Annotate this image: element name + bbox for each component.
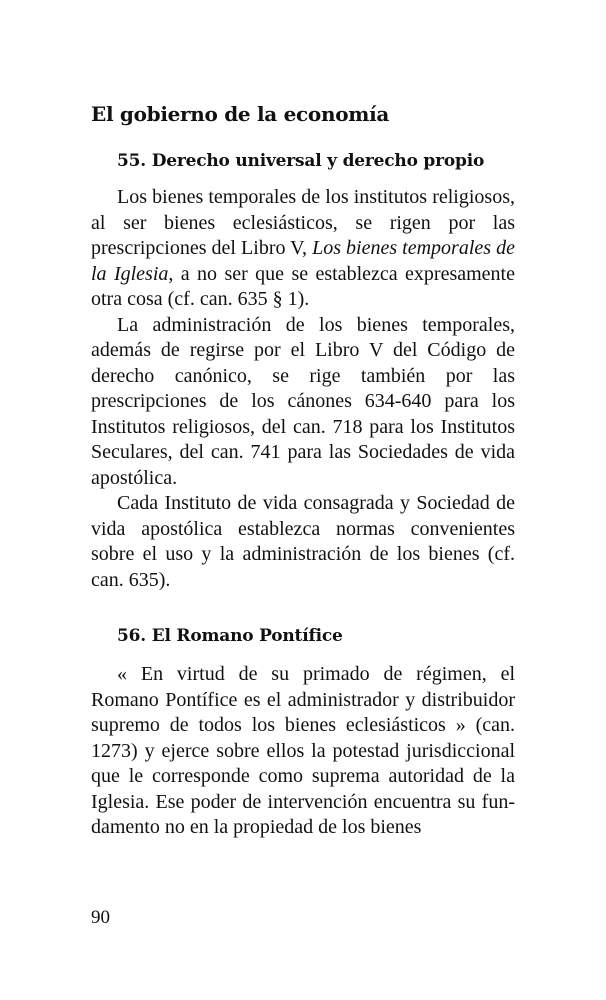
paragraph-55-1	[91, 185, 515, 313]
paragraph-55-2: La administración de los bienes temporales, además de regirse por el Libro V del Código de derecho canónico, se rige también por las prescripciones de los cánones 634-640 para los Institutos religiosos, del can. 718 para los Institutos Seculares, del can. 741 para las Sociedades de vida apostólica.	[91, 313, 515, 489]
chapter-title: El gobierno de la economía	[91, 102, 390, 126]
paragraph-55-1-text-a: Los bienes temporales de los institutos religiosos, al ser bienes eclesiásticos, se rigen por las prescripciones del Libro V,	[91, 186, 515, 259]
section-heading-56: 56. El Romano Pontífice	[117, 626, 343, 646]
page-number: 90	[91, 907, 110, 928]
paragraph-55-1-italic-title: Los bienes temporales de la Iglesia	[91, 237, 515, 285]
paragraph-55-3: Cada Instituto de vida consagrada y Sociedad de vida apostólica establezca normas convenientes sobre el uso y la administración de los bienes (cf. can. 635).	[91, 492, 515, 591]
page-body	[91, 100, 515, 841]
section-heading-55: 55. Derecho universal y derecho propio	[117, 151, 485, 171]
paragraph-56-1: « En virtud de su primado de régimen, el Romano Pontífice es el administrador y distribuidor supremo de todos los bienes eclesiásticos » (can. 1273) y ejerce sobre ellos la potestad jurisdiccional que le corresponde como suprema autoridad de la Iglesia. Ese poder de intervención encuentra su fundamento no en la propiedad de los bienes	[91, 663, 515, 838]
paragraph-55-1-text-b: , a no ser que se establezca expresamente otra cosa (cf. can. 635 § 1).	[91, 262, 515, 310]
